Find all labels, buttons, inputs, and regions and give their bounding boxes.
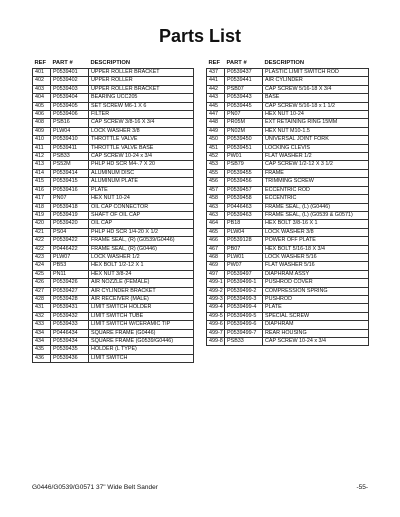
cell-description: SQUARE FRAME (G0539/G0446)	[89, 338, 194, 346]
cell-ref: 468	[207, 253, 225, 261]
cell-ref: 431	[33, 304, 51, 312]
cell-description: REAR HOUSING	[263, 329, 369, 337]
cell-description: AIR CYLINDER	[263, 77, 369, 85]
cell-ref: 434	[33, 338, 51, 346]
cell-ref: 442	[207, 85, 225, 93]
cell-ref: 435	[33, 346, 51, 354]
cell-description: CAP SCREW 1/2-12 X 3 1/2	[263, 161, 369, 169]
table-row	[207, 161, 369, 169]
cell-part-number: P0539463	[225, 211, 263, 219]
cell-description: FILTER	[89, 111, 194, 119]
cell-description: BASE	[263, 94, 369, 102]
table-row	[207, 245, 369, 253]
cell-description: DIAPHRAM ASSY	[263, 270, 369, 278]
cell-description: FRAME	[263, 169, 369, 177]
cell-ref: 434	[33, 329, 51, 337]
table-row	[207, 69, 369, 77]
table-row	[33, 211, 194, 219]
table-row	[33, 338, 194, 346]
table-row	[207, 186, 369, 194]
table-row	[33, 178, 194, 186]
cell-part-number: PSB07	[225, 85, 263, 93]
table-row	[33, 321, 194, 329]
footer-model-text: G0446/G0539/G0571 37" Wide Belt Sander	[32, 484, 158, 491]
cell-ref: 499-8	[207, 338, 225, 346]
cell-part-number: PW07	[225, 262, 263, 270]
cell-part-number: P0539499-6	[225, 321, 263, 329]
cell-ref: 499-7	[207, 329, 225, 337]
table-row	[207, 253, 369, 261]
cell-ref: 464	[207, 220, 225, 228]
cell-ref: 467	[207, 245, 225, 253]
table-row	[207, 329, 369, 337]
table-row	[33, 253, 194, 261]
cell-description: HEX BOLT 1/2-12 X 1	[89, 262, 194, 270]
cell-description: PUSHROD	[263, 295, 369, 303]
cell-ref: 458	[207, 195, 225, 203]
table-row	[33, 69, 194, 77]
table-row	[33, 77, 194, 85]
cell-ref: 499-3	[207, 295, 225, 303]
cell-ref: 499-6	[207, 321, 225, 329]
cell-ref: 437	[207, 69, 225, 77]
cell-description: UPPER ROLLER	[89, 77, 194, 85]
cell-description: FRAME SEAL, (R) (G0446)	[89, 245, 194, 253]
cell-description: SHAFT OF OIL CAP	[89, 211, 194, 219]
cell-ref: 420	[33, 220, 51, 228]
cell-ref: 499-1	[207, 279, 225, 287]
cell-description: SQUARE FRAME (G0446)	[89, 329, 194, 337]
table-row	[207, 144, 369, 152]
cell-ref: 422	[33, 245, 51, 253]
cell-part-number: PB18	[225, 220, 263, 228]
table-row	[207, 304, 369, 312]
cell-ref: 404	[33, 94, 51, 102]
cell-ref: 422	[33, 237, 51, 245]
table-row	[207, 85, 369, 93]
cell-ref: 424	[33, 262, 51, 270]
cell-ref: 436	[33, 354, 51, 362]
cell-part-number: P0539499-2	[225, 287, 263, 295]
cell-description: ECCENTRIC	[263, 195, 369, 203]
cell-ref: 466	[207, 237, 225, 245]
cell-part-number: PS04	[51, 228, 89, 236]
cell-part-number: P0539433	[51, 321, 89, 329]
cell-part-number: P0539431	[51, 304, 89, 312]
table-row	[207, 338, 369, 346]
cell-ref: 410	[33, 136, 51, 144]
table-row	[207, 211, 369, 219]
cell-ref: 457	[207, 186, 225, 194]
cell-part-number: P0539458	[225, 195, 263, 203]
cell-part-number: P0539499-4	[225, 304, 263, 312]
cell-ref: 408	[33, 119, 51, 127]
cell-description: TRIMMING SCREW	[263, 178, 369, 186]
table-row	[33, 329, 194, 337]
cell-part-number: PLW04	[225, 228, 263, 236]
parts-table-left	[32, 60, 194, 363]
column-header-ref: REF	[34, 60, 47, 67]
cell-description: PLATE	[263, 304, 369, 312]
table-header-row	[207, 60, 369, 69]
cell-part-number: P0539419	[51, 211, 89, 219]
cell-part-number: P0539416	[51, 186, 89, 194]
cell-description: LOCK WASHER 5/16	[263, 253, 369, 261]
cell-description: EXT RETAINING RING 15MM	[263, 119, 369, 127]
cell-part-number: P0539499-5	[225, 312, 263, 320]
table-row	[33, 279, 194, 287]
cell-description: PLATE	[89, 186, 194, 194]
cell-ref: 499-4	[207, 304, 225, 312]
cell-part-number: PLW01	[225, 253, 263, 261]
cell-part-number: P0539426	[51, 279, 89, 287]
cell-description: HEX BOLT 5/16-18 X 3/4	[263, 245, 369, 253]
cell-part-number: P0539427	[51, 287, 89, 295]
table-row	[33, 136, 194, 144]
cell-part-number: PS52M	[51, 161, 89, 169]
cell-description: UPPER ROLLER BRACKET	[89, 85, 194, 93]
cell-description: FRAME SEAL, (R) (G0539/G0446)	[89, 237, 194, 245]
page-title: Parts List	[158, 26, 242, 46]
table-row	[33, 102, 194, 110]
table-row	[33, 304, 194, 312]
table-row	[33, 153, 194, 161]
cell-description: THROTTLE VALVE	[89, 136, 194, 144]
cell-ref: 428	[33, 295, 51, 303]
cell-ref: 452	[207, 153, 225, 161]
cell-part-number: P0539499-7	[225, 329, 263, 337]
cell-ref: 421	[33, 228, 51, 236]
cell-description: FRAME SEAL, (L) (G0446)	[263, 203, 369, 211]
table-row	[33, 195, 194, 203]
cell-ref: 416	[33, 186, 51, 194]
table-row	[207, 136, 369, 144]
cell-ref: 427	[33, 287, 51, 295]
cell-part-number: P0539128	[225, 237, 263, 245]
table-row	[33, 111, 194, 119]
cell-part-number: PSB33	[225, 338, 263, 346]
table-row	[207, 220, 369, 228]
cell-description: HOLDER (L TYPE)	[89, 346, 194, 354]
cell-part-number: P0539432	[51, 312, 89, 320]
cell-part-number: P0446434	[51, 329, 89, 337]
cell-description: FLAT WASHER 5/16	[263, 262, 369, 270]
table-row	[207, 262, 369, 270]
cell-ref: 432	[33, 312, 51, 320]
cell-part-number: P0539457	[225, 186, 263, 194]
cell-part-number: PLW07	[51, 253, 89, 261]
cell-description: LOCK WASHER 3/8	[89, 127, 194, 135]
cell-ref: 418	[33, 203, 51, 211]
cell-ref: 415	[33, 178, 51, 186]
cell-part-number: PSB16	[51, 119, 89, 127]
cell-part-number: P0539411	[51, 144, 89, 152]
cell-part-number: P0539443	[225, 94, 263, 102]
cell-part-number: P0539499-3	[225, 295, 263, 303]
cell-description: LIMIT SWITCH	[89, 354, 194, 362]
cell-description: COMPRESSION SPRING	[263, 287, 369, 295]
table-row	[33, 228, 194, 236]
cell-description: AIR CYLINDER BRACKET	[89, 287, 194, 295]
table-row	[33, 94, 194, 102]
cell-description: CAP SCREW 5/16-18 X 3/4	[263, 85, 369, 93]
table-row	[207, 102, 369, 110]
cell-part-number: P0539422	[51, 237, 89, 245]
table-row	[207, 279, 369, 287]
cell-description: SET SCREW M6-1 X 6	[89, 102, 194, 110]
cell-part-number: P0539451	[225, 144, 263, 152]
cell-part-number: P0539435	[51, 346, 89, 354]
cell-ref: 455	[207, 169, 225, 177]
cell-description: ECCENTRIC ROD	[263, 186, 369, 194]
cell-ref: 433	[33, 321, 51, 329]
cell-description: HEX BOLT 3/8-16 X 1	[263, 220, 369, 228]
cell-description: LOCKING CLEVIS	[263, 144, 369, 152]
cell-description: HEX NUT M10-1.5	[263, 127, 369, 135]
cell-description: HEX NUT 10-24	[89, 195, 194, 203]
cell-description: OIL CAP CONNECTOR	[89, 203, 194, 211]
cell-part-number: PN02M	[225, 127, 263, 135]
column-header-part-number: PART #	[52, 60, 73, 67]
table-row	[33, 186, 194, 194]
cell-part-number: P0539406	[51, 111, 89, 119]
cell-description: DIAPHRAM	[263, 321, 369, 329]
cell-ref: 463	[207, 211, 225, 219]
table-row	[207, 77, 369, 85]
cell-ref: 448	[207, 119, 225, 127]
cell-ref: 453	[207, 161, 225, 169]
cell-description: HEX NUT 10-24	[263, 111, 369, 119]
table-row	[33, 237, 194, 245]
cell-ref: 417	[33, 195, 51, 203]
cell-part-number: P0446422	[51, 245, 89, 253]
table-row	[207, 287, 369, 295]
table-row	[207, 195, 369, 203]
table-row	[207, 321, 369, 329]
table-row	[33, 161, 194, 169]
cell-description: LIMIT SWITCH HOLDER	[89, 304, 194, 312]
table-row	[207, 94, 369, 102]
cell-part-number: P0539445	[225, 102, 263, 110]
cell-ref: 402	[33, 77, 51, 85]
cell-description: PUSHROD COVER	[263, 279, 369, 287]
cell-ref: 499-2	[207, 287, 225, 295]
table-row	[207, 237, 369, 245]
cell-ref: 409	[33, 127, 51, 135]
cell-ref: 414	[33, 169, 51, 177]
table-row	[33, 354, 194, 362]
cell-ref: 497	[207, 270, 225, 278]
cell-description: LIMIT SWITCH W/CERAMIC TIP	[89, 321, 194, 329]
table-row	[207, 111, 369, 119]
cell-description: CAP SCREW 5/16-18 x 1 1/2	[263, 102, 369, 110]
cell-ref: 469	[207, 262, 225, 270]
cell-description: UNIVERSAL JOINT FORK	[263, 136, 369, 144]
footer-page-number: -55-	[356, 484, 368, 491]
cell-part-number: PSB33	[51, 153, 89, 161]
cell-part-number: P0539410	[51, 136, 89, 144]
cell-description: ALUMINUM DISC	[89, 169, 194, 177]
table-row	[33, 85, 194, 93]
cell-part-number: PW01	[225, 153, 263, 161]
cell-description: FLAT WASHER 1/2	[263, 153, 369, 161]
cell-description: LOCK WASHER 1/2	[89, 253, 194, 261]
cell-description: BEARING UCC205	[89, 94, 194, 102]
cell-ref: 403	[33, 85, 51, 93]
cell-part-number: PB53	[51, 262, 89, 270]
cell-part-number: P0539499-1	[225, 279, 263, 287]
cell-part-number: PN11	[51, 270, 89, 278]
column-header-part-number: PART #	[226, 60, 247, 67]
cell-ref: 443	[207, 94, 225, 102]
cell-ref: 423	[33, 253, 51, 261]
cell-ref: 499-5	[207, 312, 225, 320]
cell-part-number: P0539418	[51, 203, 89, 211]
cell-ref: 449	[207, 127, 225, 135]
cell-description: THROTTLE VALVE BASE	[89, 144, 194, 152]
column-header-description: DESCRIPTION	[264, 60, 305, 67]
cell-ref: 412	[33, 153, 51, 161]
cell-ref: 406	[33, 111, 51, 119]
cell-part-number: P0539437	[225, 69, 263, 77]
cell-description: PHLP HD SCR 1/4-20 X 1/2	[89, 228, 194, 236]
cell-ref: 463	[207, 203, 225, 211]
table-row	[207, 178, 369, 186]
cell-description: CAP SCREW 3/8-16 X 3/4	[89, 119, 194, 127]
cell-ref: 456	[207, 178, 225, 186]
cell-part-number: P0539497	[225, 270, 263, 278]
cell-part-number: PN07	[225, 111, 263, 119]
cell-part-number: P0539401	[51, 69, 89, 77]
cell-part-number: PLW04	[51, 127, 89, 135]
parts-table-right	[206, 60, 369, 346]
cell-part-number: P0539455	[225, 169, 263, 177]
table-row	[33, 127, 194, 135]
cell-description: CAP SCREW 10-24 x 3/4	[263, 338, 369, 346]
cell-description: LIMIT SWITCH TUBE	[89, 312, 194, 320]
cell-ref: 465	[207, 228, 225, 236]
cell-part-number: P0446463	[225, 203, 263, 211]
cell-part-number: P0539436	[51, 354, 89, 362]
cell-part-number: P0539420	[51, 220, 89, 228]
cell-part-number: P0539456	[225, 178, 263, 186]
cell-part-number: PB07	[225, 245, 263, 253]
cell-part-number: P0539402	[51, 77, 89, 85]
table-row	[33, 262, 194, 270]
table-row	[33, 169, 194, 177]
cell-part-number: PN07	[51, 195, 89, 203]
table-row	[207, 295, 369, 303]
table-row	[33, 144, 194, 152]
cell-ref: 405	[33, 102, 51, 110]
cell-description: UPPER ROLLER BRACKET	[89, 69, 194, 77]
cell-part-number: P0539405	[51, 102, 89, 110]
table-row	[207, 119, 369, 127]
table-row	[207, 270, 369, 278]
cell-description: PLASTIC LIMIT SWITCH ROD	[263, 69, 369, 77]
cell-part-number: P0539428	[51, 295, 89, 303]
cell-ref: 411	[33, 144, 51, 152]
cell-description: FRAME SEAL, (L) (G0539 & G0571)	[263, 211, 369, 219]
table-row	[207, 203, 369, 211]
cell-part-number: P0539450	[225, 136, 263, 144]
table-row	[33, 295, 194, 303]
table-row	[33, 346, 194, 354]
cell-part-number: P0539434	[51, 338, 89, 346]
cell-part-number: P0539441	[225, 77, 263, 85]
cell-description: AIR RECEIVER (MALE)	[89, 295, 194, 303]
cell-description: HEX NUT 3/8-24	[89, 270, 194, 278]
table-header-row	[33, 60, 194, 69]
table-row	[33, 119, 194, 127]
cell-description: ALUMINUM PLATE	[89, 178, 194, 186]
cell-part-number: PSB79	[225, 161, 263, 169]
cell-description: POWER OFF PLATE	[263, 237, 369, 245]
cell-part-number: P0539415	[51, 178, 89, 186]
cell-ref: 450	[207, 136, 225, 144]
cell-part-number: P0539404	[51, 94, 89, 102]
cell-description: OIL CAP	[89, 220, 194, 228]
cell-ref: 413	[33, 161, 51, 169]
table-row	[207, 153, 369, 161]
cell-description: PHLP HD SCR M4-.7 X 20	[89, 161, 194, 169]
table-row	[207, 127, 369, 135]
cell-ref: 401	[33, 69, 51, 77]
cell-part-number: PR05M	[225, 119, 263, 127]
table-row	[33, 312, 194, 320]
table-row	[33, 203, 194, 211]
cell-part-number: P0539414	[51, 169, 89, 177]
cell-ref: 419	[33, 211, 51, 219]
table-row	[207, 169, 369, 177]
cell-description: CAP SCREW 10-24 x 3/4	[89, 153, 194, 161]
cell-ref: 451	[207, 144, 225, 152]
table-row	[207, 312, 369, 320]
table-row	[207, 228, 369, 236]
cell-part-number: P0539403	[51, 85, 89, 93]
table-row	[33, 245, 194, 253]
cell-ref: 445	[207, 102, 225, 110]
cell-description: SPECIAL SCREW	[263, 312, 369, 320]
cell-ref: 441	[207, 77, 225, 85]
cell-description: LOCK WASHER 3/8	[263, 228, 369, 236]
cell-ref: 425	[33, 270, 51, 278]
table-row	[33, 270, 194, 278]
cell-ref: 447	[207, 111, 225, 119]
table-row	[33, 287, 194, 295]
column-header-description: DESCRIPTION	[90, 60, 131, 67]
column-header-ref: REF	[208, 60, 221, 67]
cell-description: AIR NOZZLE (FEMALE)	[89, 279, 194, 287]
cell-ref: 426	[33, 279, 51, 287]
table-row	[33, 220, 194, 228]
